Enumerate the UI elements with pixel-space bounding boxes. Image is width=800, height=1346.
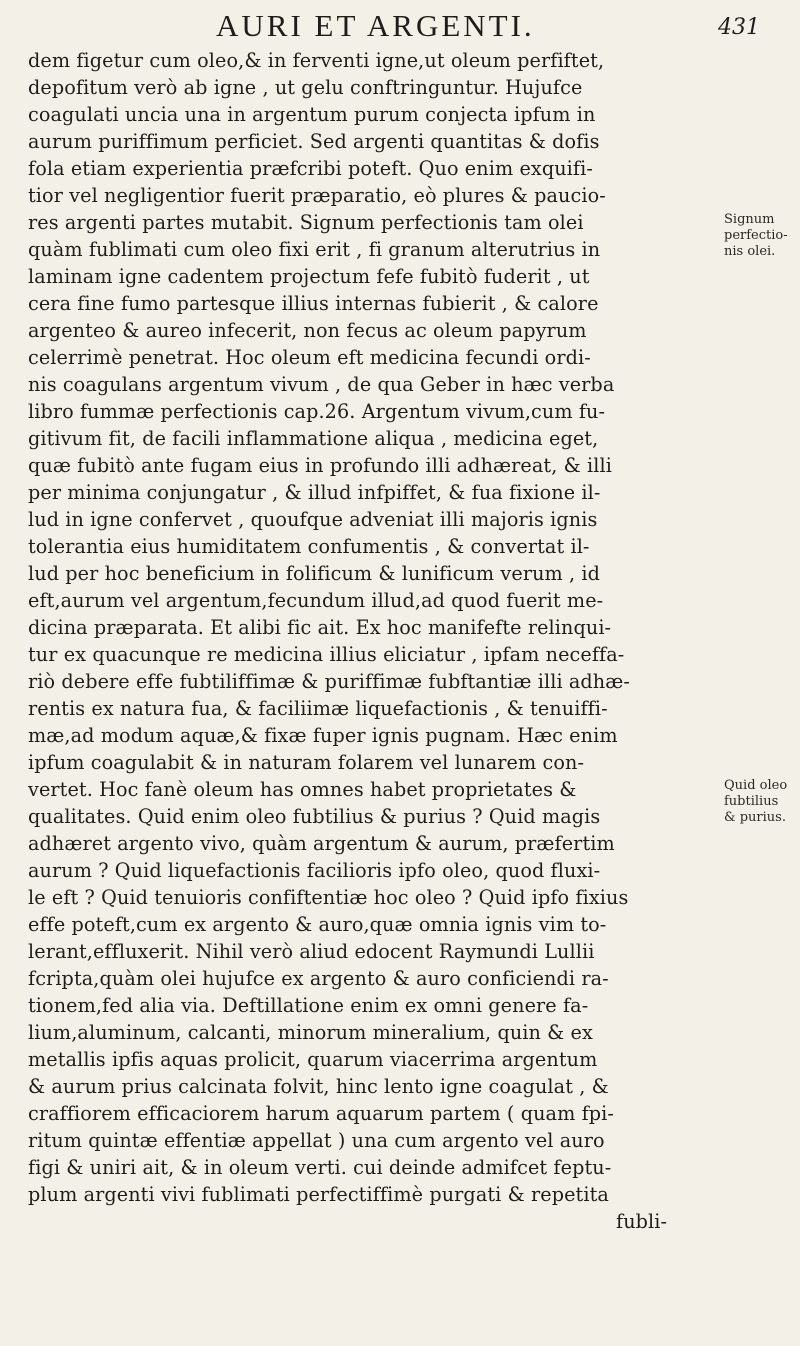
text-line: ritum quintæ effentiæ appellat ) una cum argento vel auro — [28, 1129, 605, 1152]
text-line: ipfum coagulabit & in naturam folarem vel lunarem con- — [28, 751, 585, 774]
text-line: dicina præparata. Et alibi fic ait. Ex hoc manifefte relinqui- — [28, 616, 612, 639]
text-line: lerant,effluxerit. Nihil verò aliud edocent Raymundi Lullii — [28, 940, 595, 963]
text-line: adhæret argento vivo, quàm argentum & aurum, præfertim — [28, 832, 615, 855]
text-line: depofitum verò ab igne , ut gelu conftringuntur. Hujufce — [28, 76, 583, 99]
running-head: AURI ET ARGENTI. — [216, 8, 535, 43]
margin-note-line: Quid oleo — [724, 778, 788, 793]
text-line: aurum ? Quid liquefactionis facilioris ipfo oleo, quod fluxi- — [28, 859, 601, 882]
text-line: & aurum prius calcinata folvit, hinc lento igne coagulat , & — [28, 1075, 609, 1098]
margin-note-line: fubtilius — [724, 794, 779, 809]
text-line: argenteo & aureo infecerit, non fecus ac oleum papyrum — [28, 319, 587, 342]
text-line: metallis ipfis aquas prolicit, quarum viacerrima argentum — [28, 1048, 598, 1071]
text-line: celerrimè penetrat. Hoc oleum eft medicina fecundi ordi- — [28, 346, 591, 369]
text-line: quàm fublimati cum oleo fixi erit , fi granum alterutrius in — [28, 238, 601, 261]
text-line: tolerantia eius humiditatem confumentis , & convertat il- — [28, 535, 590, 558]
text-line: tur ex quacunque re medicina illius eliciatur , ipfam neceffa- — [28, 643, 625, 666]
text-line: riò debere effe fubtiliffimæ & puriffimæ fubftantiæ illi adhæ- — [28, 670, 630, 693]
text-line: fcripta,quàm olei hujufce ex argento & auro conficiendi ra- — [28, 967, 609, 990]
text-line: eft,aurum vel argentum,fecundum illud,ad quod fuerit me- — [28, 589, 604, 612]
text-line: craffiorem efficaciorem harum aquarum partem ( quam fpi- — [28, 1102, 614, 1125]
margin-note-line: nis olei. — [724, 244, 776, 259]
text-line: plum argenti vivi fublimati perfectiffimè purgati & repetita — [28, 1183, 609, 1206]
text-line: coagulati uncia una in argentum purum conjecta ipfum in — [28, 103, 596, 126]
text-line: effe poteft,cum ex argento & auro,quæ omnia ignis vim to- — [28, 913, 607, 936]
margin-note-line: & purius. — [724, 810, 786, 825]
text-line: aurum puriffimum perficiet. Sed argenti quantitas & dofis — [28, 130, 600, 153]
text-line: rentis ex natura fua, & faciliimæ liquefactionis , & tenuiffi- — [28, 697, 608, 720]
text-line: lium,aluminum, calcanti, minorum mineralium, quin & ex — [28, 1021, 593, 1044]
page-header — [0, 6, 800, 46]
text-line: laminam igne cadentem projectum fefe fubitò fuderit , ut — [28, 265, 590, 288]
page-number: 431 — [718, 15, 760, 40]
text-line: le eft ? Quid tenuioris confiftentiæ hoc oleo ? Quid ipfo fixius — [28, 886, 629, 909]
text-line: res argenti partes mutabit. Signum perfectionis tam olei — [28, 211, 584, 234]
text-line: dem figetur cum oleo,& in ferventi igne,ut oleum perfiftet, — [28, 49, 605, 72]
text-line: per minima conjungatur , & illud infpiffet, & fua fixione il- — [28, 481, 601, 504]
text-line: vertet. Hoc fanè oleum has omnes habet proprietates & — [28, 778, 577, 801]
text-line: fola etiam experientia præfcribi poteft. Quo enim exquifi- — [28, 157, 593, 180]
catchword: fubli- — [616, 1210, 668, 1233]
text-line: mæ,ad modum aquæ,& fixæ fuper ignis pugnam. Hæc enim — [28, 724, 618, 747]
text-line: figi & uniri ait, & in oleum verti. cui deinde admifcet feptu- — [28, 1156, 612, 1179]
text-line: cera fine fumo partesque illius internas fubierit , & calore — [28, 292, 599, 315]
text-line: nis coagulans argentum vivum , de qua Geber in hæc verba — [28, 373, 615, 396]
margin-note-line: Signum — [724, 212, 775, 227]
text-line: lud in igne confervet , quoufque adveniat illi majoris ignis — [28, 508, 598, 531]
text-line: tior vel negligentior fuerit præparatio, eò plures & paucio- — [28, 184, 606, 207]
text-line: qualitates. Quid enim oleo fubtilius & purius ? Quid magis — [28, 805, 601, 828]
text-line: tionem,fed alia via. Deftillatione enim ex omni genere fa- — [28, 994, 589, 1017]
margin-note-signum — [724, 212, 788, 260]
text-line: libro fummæ perfectionis cap.26. Argentum vivum,cum fu- — [28, 400, 606, 423]
text-line: quæ fubitò ante fugam eius in profundo illi adhæreat, & illi — [28, 454, 612, 477]
text-line: gitivum fit, de facili inflammatione aliqua , medicina eget, — [28, 427, 599, 450]
text-line: lud per hoc beneficium in folificum & lunificum verum , id — [28, 562, 601, 585]
margin-note-quid-oleo — [724, 778, 787, 826]
margin-note-line: perfectio- — [724, 228, 788, 243]
